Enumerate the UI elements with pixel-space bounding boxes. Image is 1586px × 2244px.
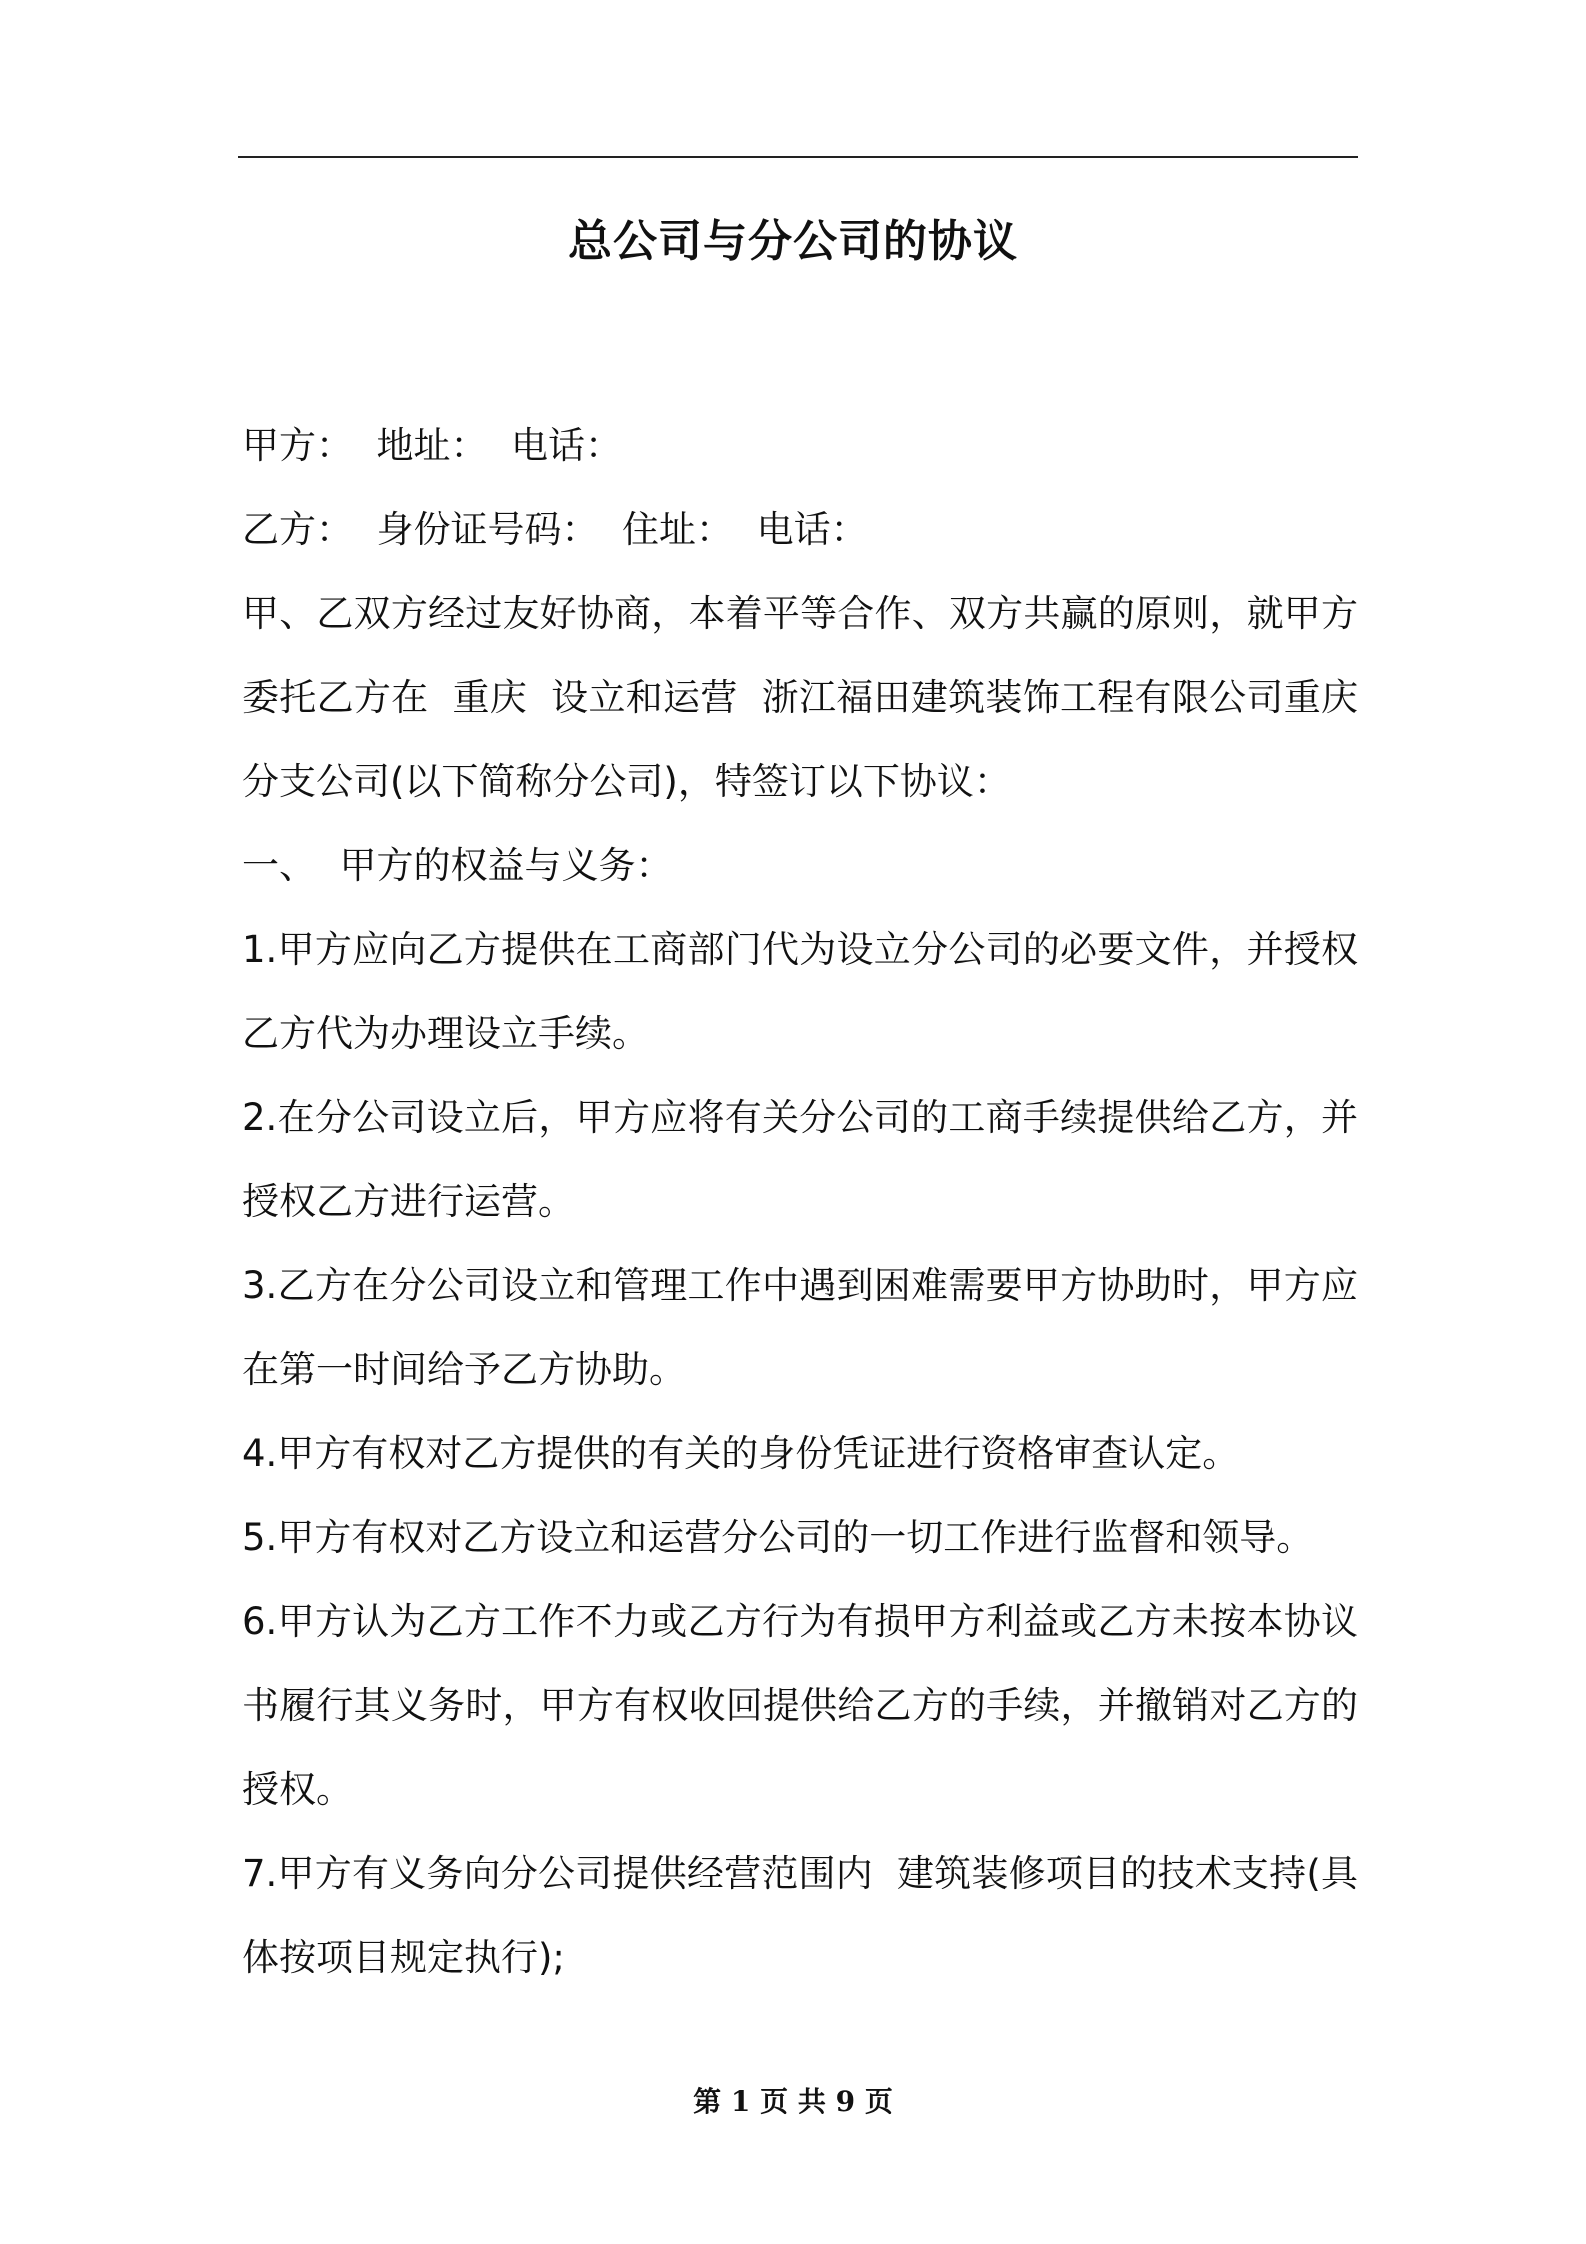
clause-3: 3.乙方在分公司设立和管理工作中遇到困难需要甲方协助时，甲方应在第一时间给予乙方协助。 [242, 1264, 1358, 1391]
party-b-line: 乙方： 身份证号码： 住址： 电话： [242, 508, 868, 551]
clause-5: 5.甲方有权对乙方设立和运营分公司的一切工作进行监督和领导。 [242, 1516, 1314, 1559]
header-rule [238, 156, 1358, 158]
party-a-line: 甲方： 地址： 电话： [242, 424, 623, 467]
section-heading-party-a-rights: 一、 甲方的权益与义务： [242, 844, 673, 887]
document-title: 总公司与分公司的协议 [568, 216, 1018, 267]
document-body [242, 404, 1358, 2000]
preamble-paragraph: 甲、乙双方经过友好协商，本着平等合作、双方共赢的原则，就甲方委托乙方在 重庆 设立和运营 浙江福田建筑装饰工程有限公司重庆分支公司(以下简称分公司)，特签订以下协议： [242, 592, 1358, 803]
clause-4: 4.甲方有权对乙方提供的有关的身份凭证进行资格审查认定。 [242, 1432, 1240, 1475]
page-number-footer: 第 1 页 共 9 页 [693, 2085, 893, 2118]
clause-2: 2.在分公司设立后，甲方应将有关分公司的工商手续提供给乙方，并授权乙方进行运营。 [242, 1096, 1358, 1223]
clause-6: 6.甲方认为乙方工作不力或乙方行为有损甲方利益或乙方未按本协议书履行其义务时，甲方有权收回提供给乙方的手续，并撤销对乙方的授权。 [242, 1600, 1358, 1811]
clause-7: 7.甲方有义务向分公司提供经营范围内 建筑装修项目的技术支持(具体按项目规定执行); [242, 1852, 1358, 1979]
clause-1: 1.甲方应向乙方提供在工商部门代为设立分公司的必要文件，并授权乙方代为办理设立手续。 [242, 928, 1358, 1055]
